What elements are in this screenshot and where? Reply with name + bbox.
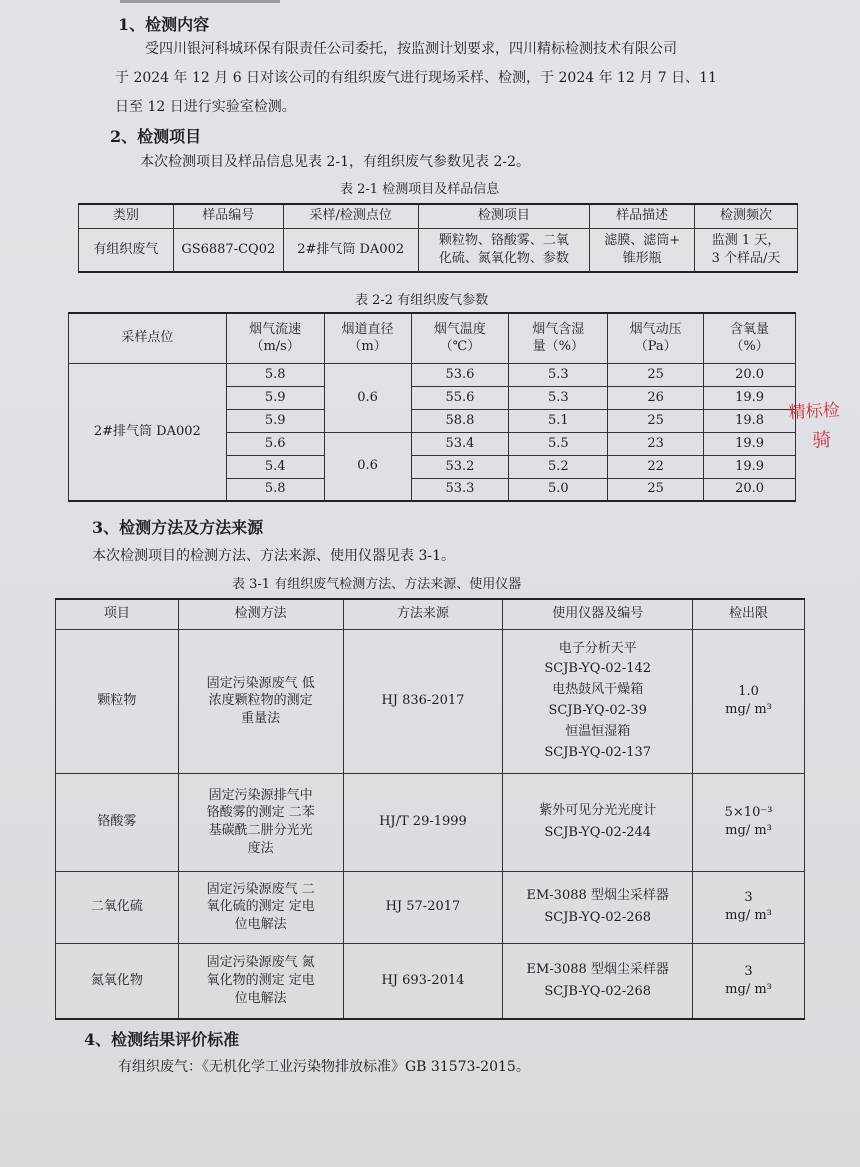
instrument-line: SCJB-YQ-02-244 bbox=[544, 825, 652, 840]
cell-oxygen: 19.8 bbox=[704, 409, 796, 432]
cell-moisture: 5.2 bbox=[509, 455, 608, 478]
table-3-1 bbox=[55, 598, 805, 1020]
cell-oxygen: 20.0 bbox=[704, 363, 796, 386]
method-line: 固定污染源废气 氮 bbox=[206, 955, 315, 971]
section-3-title: 3、检测方法及方法来源 bbox=[92, 518, 264, 537]
cell-velocity: 5.9 bbox=[226, 409, 324, 432]
cell-instruments bbox=[503, 943, 693, 1019]
cell-temperature: 53.4 bbox=[411, 432, 509, 455]
table-row bbox=[79, 228, 798, 272]
table-row bbox=[56, 599, 805, 629]
cell-velocity: 5.9 bbox=[226, 386, 324, 409]
instrument-line: 电热鼓风干燥箱 bbox=[552, 682, 644, 698]
cell-pressure: 23 bbox=[608, 432, 704, 455]
header-moisture bbox=[509, 313, 608, 363]
limit-unit: mg/ m³ bbox=[725, 908, 772, 923]
cell-source: HJ 836-2017 bbox=[343, 629, 503, 773]
instrument-line: SCJB-YQ-02-137 bbox=[544, 744, 652, 760]
cell-moisture: 5.3 bbox=[509, 386, 608, 409]
limit-value: 5×10⁻³ bbox=[724, 805, 773, 821]
cell-diameter: 0.6 bbox=[324, 363, 411, 432]
cell-moisture: 5.1 bbox=[509, 409, 608, 432]
cell-velocity: 5.8 bbox=[226, 478, 324, 501]
limit-value: 1.0 bbox=[738, 684, 759, 700]
cell-diameter: 0.6 bbox=[324, 432, 411, 501]
method-line: 度法 bbox=[247, 840, 274, 856]
header-source: 方法来源 bbox=[343, 599, 503, 629]
cell-limit bbox=[693, 773, 805, 871]
method-line: 基碳酰二肼分光光 bbox=[208, 823, 313, 838]
limit-unit: mg/ m³ bbox=[725, 702, 772, 717]
table-row bbox=[56, 629, 805, 773]
header-temperature bbox=[411, 313, 509, 363]
table-2-1-caption: 表 2-1 检测项目及样品信息 bbox=[340, 182, 500, 197]
cell-velocity: 5.8 bbox=[226, 363, 324, 386]
header-item: 项目 bbox=[56, 599, 179, 629]
instrument-line: EM-3088 型烟尘采样器 bbox=[526, 887, 669, 903]
header-diameter bbox=[324, 313, 411, 363]
method-line: 固定污染源废气 低 bbox=[206, 675, 315, 691]
limit-unit: mg/ m³ bbox=[725, 981, 772, 997]
cell-moisture: 5.5 bbox=[509, 432, 608, 455]
header-line: 烟气含湿 bbox=[532, 321, 585, 337]
cell-instruments bbox=[503, 871, 693, 943]
table-row bbox=[79, 204, 798, 228]
header-category: 类别 bbox=[79, 204, 174, 228]
table-2-1 bbox=[78, 203, 798, 273]
cell-method bbox=[178, 943, 343, 1019]
freq-line-2: 3 个样品/天 bbox=[711, 250, 781, 266]
cell-oxygen: 19.9 bbox=[704, 455, 796, 478]
table-row bbox=[69, 313, 796, 363]
cell-pressure: 22 bbox=[608, 455, 704, 478]
header-description: 样品描述 bbox=[590, 204, 695, 228]
cell-oxygen: 19.9 bbox=[704, 386, 796, 409]
seal-stamp bbox=[788, 396, 860, 474]
cell-method bbox=[178, 773, 343, 871]
cell-description bbox=[590, 228, 695, 272]
header-unit: （m） bbox=[348, 339, 387, 355]
cell-item: 颗粒物 bbox=[56, 629, 179, 773]
limit-unit: mg/ m³ bbox=[725, 823, 772, 838]
cell-sample-id: GS6887-CQ02 bbox=[173, 228, 283, 272]
table-2-2-caption: 表 2-2 有组织废气参数 bbox=[355, 293, 489, 308]
section-3-intro: 本次检测项目的检测方法、方法来源、使用仪器见表 3-1。 bbox=[92, 548, 455, 564]
header-unit: （Pa） bbox=[634, 339, 677, 355]
desc-line-2: 锥形瓶 bbox=[622, 250, 662, 266]
top-edge-strip bbox=[120, 0, 280, 3]
table-row bbox=[56, 943, 805, 1019]
stamp-line-2: 骑 bbox=[811, 429, 832, 453]
cell-temperature: 53.6 bbox=[411, 363, 509, 386]
cell-velocity: 5.4 bbox=[226, 455, 324, 478]
cell-item: 铬酸雾 bbox=[56, 773, 179, 871]
header-pressure bbox=[608, 313, 704, 363]
header-unit: （m/s） bbox=[250, 339, 300, 355]
section-1-line-1: 受四川银河科城环保有限责任公司委托，按监测计划要求，四川精标检测技术有限公司 bbox=[145, 41, 677, 57]
section-1-title: 1、检测内容 bbox=[118, 15, 210, 34]
cell-limit bbox=[693, 629, 805, 773]
limit-value: 3 bbox=[744, 890, 753, 906]
limit-value: 3 bbox=[744, 964, 753, 980]
header-items: 检测项目 bbox=[418, 204, 590, 228]
cell-temperature: 58.8 bbox=[411, 409, 509, 432]
cell-temperature: 53.2 bbox=[411, 455, 509, 478]
cell-items bbox=[418, 228, 590, 272]
header-line: 烟气温度 bbox=[433, 321, 486, 337]
header-unit: （℃） bbox=[439, 339, 481, 355]
section-1-line-2: 于 2024 年 12 月 6 日对该公司的有组织废气进行现场采样、检测，于 2024 年 12 月 7 日、11 bbox=[115, 70, 717, 86]
instrument-line: EM-3088 型烟尘采样器 bbox=[526, 961, 669, 977]
cell-item: 二氧化硫 bbox=[56, 871, 179, 943]
cell-point: 2#排气筒 DA002 bbox=[283, 228, 418, 272]
cell-pressure: 25 bbox=[608, 409, 704, 432]
header-line: 烟道直径 bbox=[341, 321, 394, 337]
cell-point: 2#排气筒 DA002 bbox=[69, 363, 227, 501]
cell-source: HJ 57-2017 bbox=[343, 871, 503, 943]
method-line: 位电解法 bbox=[234, 916, 287, 932]
method-line: 氧化硫的测定 定电 bbox=[206, 899, 315, 915]
instrument-line: SCJB-YQ-02-142 bbox=[544, 661, 652, 677]
method-line: 浓度颗粒物的测定 bbox=[208, 693, 313, 709]
instrument-line: SCJB-YQ-02-268 bbox=[544, 983, 652, 999]
header-line: 烟气流速 bbox=[249, 321, 302, 337]
header-method: 检测方法 bbox=[178, 599, 343, 629]
header-frequency: 检测频次 bbox=[695, 204, 798, 228]
cell-limit bbox=[693, 943, 805, 1019]
instrument-line: SCJB-YQ-02-268 bbox=[544, 910, 652, 925]
cell-frequency bbox=[695, 228, 798, 272]
method-line: 固定污染源排气中 bbox=[208, 787, 313, 803]
cell-pressure: 25 bbox=[608, 478, 704, 501]
cell-pressure: 25 bbox=[608, 363, 704, 386]
instrument-line: 电子分析天平 bbox=[558, 640, 637, 656]
cell-instruments bbox=[503, 629, 693, 773]
header-instruments: 使用仪器及编号 bbox=[503, 599, 693, 629]
section-4-title: 4、检测结果评价标准 bbox=[84, 1030, 240, 1049]
header-oxygen bbox=[704, 313, 796, 363]
instrument-line: 恒温恒湿箱 bbox=[565, 723, 631, 739]
section-2-title: 2、检测项目 bbox=[110, 127, 202, 146]
cell-moisture: 5.3 bbox=[509, 363, 608, 386]
table-row bbox=[69, 363, 796, 386]
method-line: 氧化物的测定 定电 bbox=[206, 972, 315, 988]
stamp-line-1: 精标检 bbox=[788, 400, 841, 424]
header-limit: 检出限 bbox=[693, 599, 805, 629]
cell-oxygen: 19.9 bbox=[704, 432, 796, 455]
cell-method bbox=[178, 629, 343, 773]
section-1-line-3: 日至 12 日进行实验室检测。 bbox=[115, 99, 296, 115]
cell-moisture: 5.0 bbox=[509, 478, 608, 501]
freq-line-1: 监测 1 天， bbox=[711, 233, 781, 249]
header-unit: 量（%） bbox=[532, 339, 584, 355]
header-point: 采样/检测点位 bbox=[283, 204, 418, 228]
cell-category: 有组织废气 bbox=[79, 228, 174, 272]
items-line-2: 化硫、氮氧化物、参数 bbox=[438, 250, 569, 266]
cell-velocity: 5.6 bbox=[226, 432, 324, 455]
items-line-1: 颗粒物、铬酸雾、二氧 bbox=[438, 233, 569, 249]
header-velocity bbox=[226, 313, 324, 363]
cell-limit bbox=[693, 871, 805, 943]
method-line: 位电解法 bbox=[234, 990, 287, 1006]
cell-source: HJ 693-2014 bbox=[343, 943, 503, 1019]
header-sample-id: 样品编号 bbox=[173, 204, 283, 228]
cell-source: HJ/T 29-1999 bbox=[343, 773, 503, 871]
header-line: 含氧量 bbox=[730, 321, 770, 337]
section-4-text: 有组织废气：《无机化学工业污染物排放标准》GB 31573-2015。 bbox=[118, 1059, 530, 1075]
method-line: 重量法 bbox=[241, 710, 281, 726]
cell-method bbox=[178, 871, 343, 943]
table-row bbox=[56, 773, 805, 871]
cell-oxygen: 20.0 bbox=[704, 478, 796, 501]
method-line: 铬酸雾的测定 二苯 bbox=[206, 805, 315, 821]
cell-pressure: 26 bbox=[608, 386, 704, 409]
table-row bbox=[56, 871, 805, 943]
section-2-intro: 本次检测项目及样品信息见表 2-1，有组织废气参数见表 2-2。 bbox=[140, 154, 530, 170]
cell-item: 氮氧化物 bbox=[56, 943, 179, 1019]
cell-temperature: 55.6 bbox=[411, 386, 509, 409]
header-point: 采样点位 bbox=[69, 313, 227, 363]
instrument-line: SCJB-YQ-02-39 bbox=[548, 703, 647, 718]
cell-temperature: 53.3 bbox=[411, 478, 509, 501]
table-2-2 bbox=[68, 312, 796, 502]
cell-instruments bbox=[503, 773, 693, 871]
desc-line-1: 滤膜、滤筒+ bbox=[604, 233, 681, 249]
instrument-line: 紫外可见分光光度计 bbox=[539, 802, 657, 818]
table-3-1-caption: 表 3-1 有组织废气检测方法、方法来源、使用仪器 bbox=[232, 577, 522, 592]
method-line: 固定污染源废气 二 bbox=[206, 881, 315, 897]
header-line: 烟气动压 bbox=[629, 321, 682, 337]
header-unit: （%） bbox=[730, 339, 769, 355]
